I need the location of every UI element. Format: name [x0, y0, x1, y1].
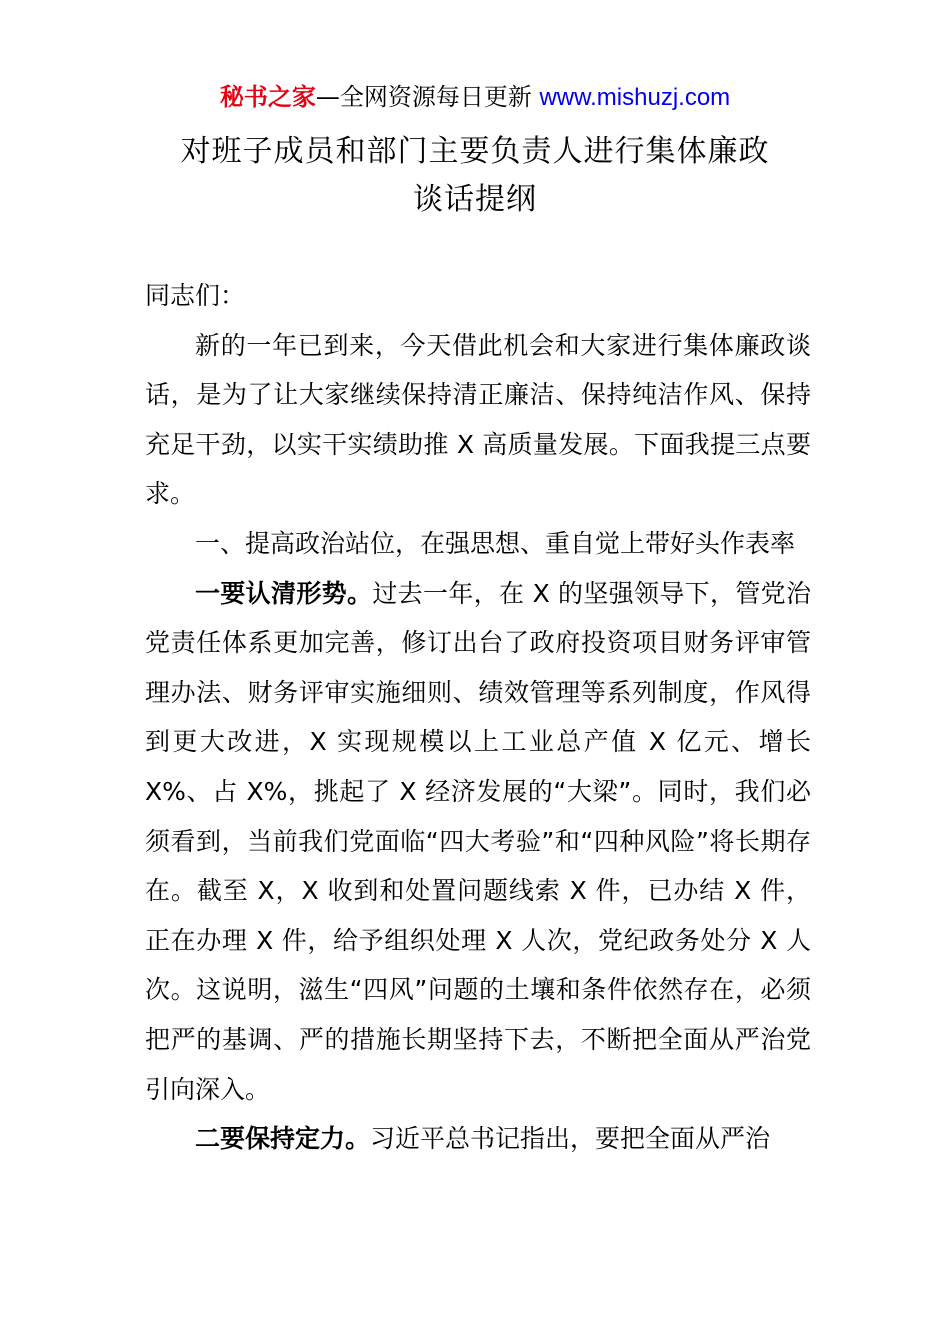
- paragraph-lead: 二要保持定力。: [195, 1124, 371, 1154]
- section-heading-1: 一、提高政治站位，在强思想、重自觉上带好头作表率: [195, 528, 796, 558]
- site-url-link[interactable]: www.mishuzj.com: [539, 84, 731, 111]
- paragraph-text: 过去一年，在 X 的坚强领导下，管党治党责任体系更加完善，修订出台了政府投资项目财务评审管理办法、财务评审实施细则、绩效管理等系列制度，作风得到更大改进，X 实现规模以上工业总产值 X 亿元、增长 X%、占 X%，挑起了 X 经济发展的“大梁”。同时，我们必须看到，当前我们党面临“四大考验”和“四种风险”将长期存在。截至 X，X 收到和处置问题线索 X 件，已办结 X 件，正在办理 X 件，给予组织处理 X 人次，党纪政务处分 X 人次。这说明，滋生“四风”问题的土壤和条件依然存在，必须把严的基调、严的措施长期坚持下去，不断把全面从严治党引向深入。: [145, 578, 811, 1104]
- document-title: [0, 128, 950, 224]
- paragraph-lead: 一要认清形势。: [195, 578, 373, 608]
- paragraph-resolve: [145, 1114, 811, 1164]
- salutation: 同志们：: [145, 281, 246, 310]
- title-line-1: 对班子成员和部门主要负责人进行集体廉政: [180, 134, 770, 169]
- paragraph-situation: [145, 569, 811, 1115]
- paragraph-intro: 新的一年已到来，今天借此机会和大家进行集体廉政谈话，是为了让大家继续保持清正廉洁、保持纯洁作风、保持充足干劲，以实干实绩助推 X 高质量发展。下面我提三点要求。: [145, 330, 811, 509]
- brand-name: 秘书之家: [219, 83, 316, 111]
- header-tagline: —全网资源每日更新: [315, 83, 540, 111]
- title-line-2: 谈话提纲: [413, 182, 537, 217]
- site-header: [0, 80, 950, 115]
- paragraph-text: 习近平总书记指出，要把全面从严治: [370, 1124, 771, 1154]
- document-body: [145, 271, 811, 1164]
